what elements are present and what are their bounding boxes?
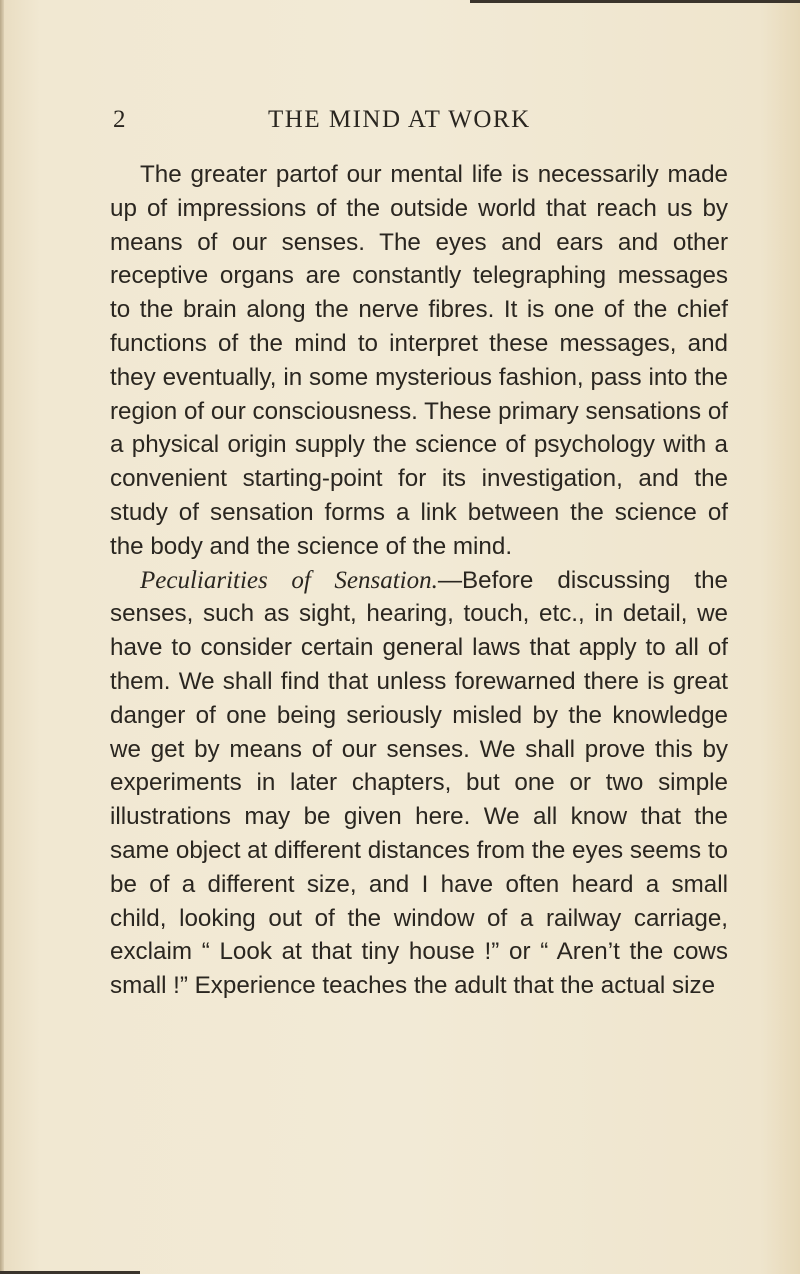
page-header xyxy=(0,106,800,140)
body-text xyxy=(110,158,728,1003)
top-edge-rule xyxy=(470,0,800,3)
paragraph-2 xyxy=(110,564,728,1003)
page-left-edge xyxy=(0,0,4,1274)
running-head: THE MIND AT WORK xyxy=(268,106,531,133)
page-number: 2 xyxy=(113,106,127,133)
section-heading: Peculiarities of Sensation. xyxy=(140,566,438,594)
paragraph-2-text: —Before discussing the senses, such as sight, hearing, touch, etc., in detail, we have to consider certain general laws that apply to all of them. We shall find that unless forewarned there is great danger of one being seriously misled by the knowledge we get by means of our senses. We shall prove this by experiments in later chapters, but one or two simple illustrations may be given here. We all know that the same object at different distances from the eyes seems to be of a different size, and I have often heard a small child, looking out of the window of a railway carriage, exclaim “ Look at that tiny house !” or “ Aren’t the cows small !” Experience teaches the adult that the actual size xyxy=(110,566,728,1000)
paragraph-1-text: The greater partof our mental life is necessarily made up of impressions of the outside world that reach us by means of our senses. The eyes and ears and other receptive organs are constantly telegraphing messages to the brain along the nerve fibres. It is one of the chief functions of the mind to interpret these messages, and they eventually, in some mysterious fashion, pass into the region of our consciousness. These primary sensations of a physical origin supply the science of psychology with a convenient starting-point for its investigation, and the study of sensation forms a link between the science of the body and the science of the mind. xyxy=(110,161,728,560)
paragraph-1 xyxy=(110,158,728,564)
